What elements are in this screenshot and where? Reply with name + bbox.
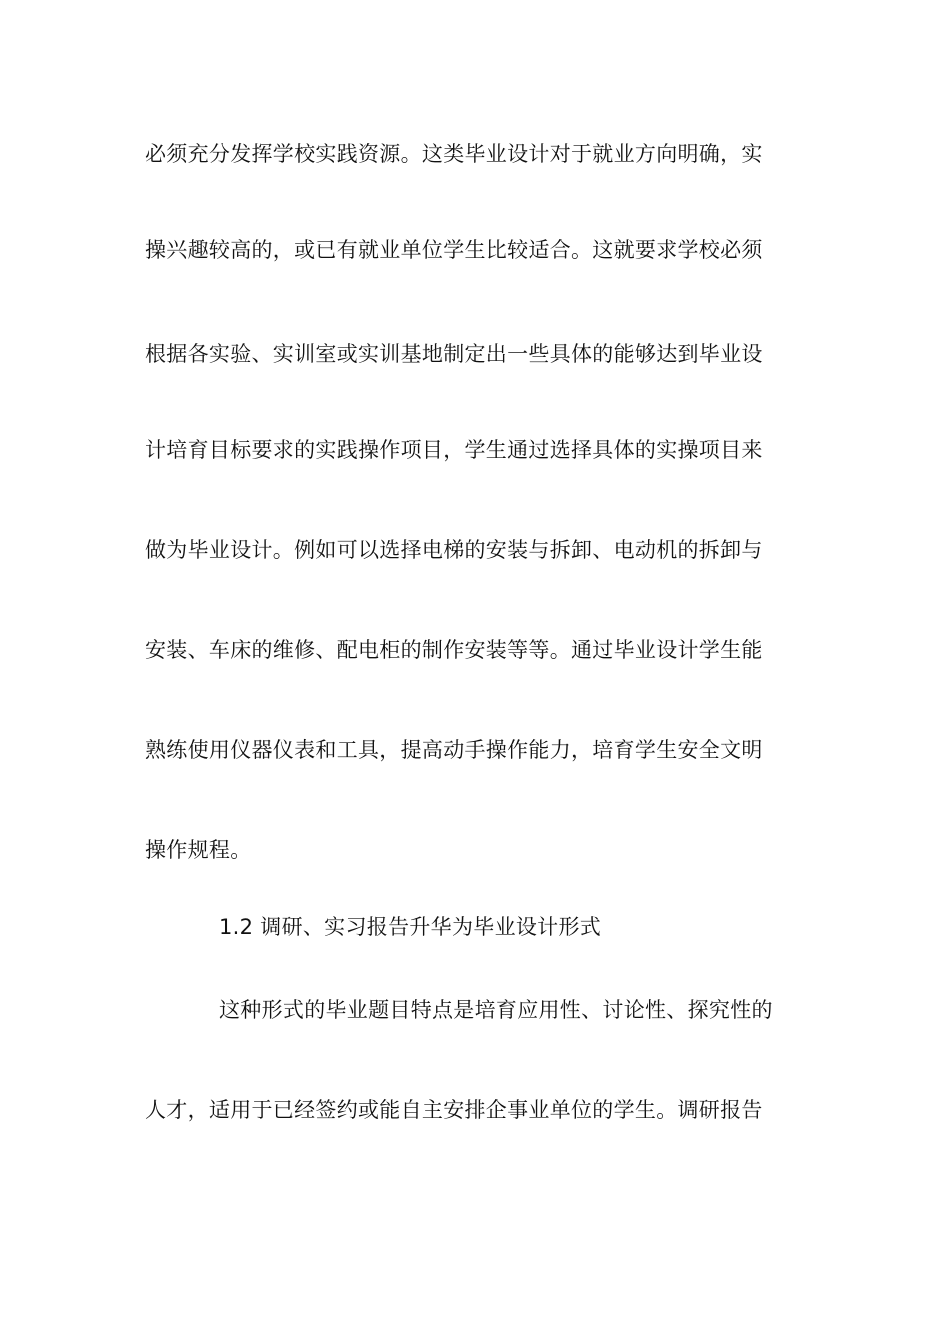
paragraph-line: 熟练使用仪器仪表和工具，提高动手操作能力，培育学生安全文明 <box>145 738 763 762</box>
paragraph-line: 安装、车床的维修、配电柜的制作安装等等。通过毕业设计学生能 <box>145 638 763 662</box>
paragraph-line: 计培育目标要求的实践操作项目，学生通过选择具体的实操项目来 <box>145 438 763 462</box>
paragraph-line: 操兴趣较高的，或已有就业单位学生比较适合。这就要求学校必须 <box>145 238 763 262</box>
section-heading: 1.2 调研、实习报告升华为毕业设计形式 <box>219 915 602 939</box>
paragraph-line: 操作规程。 <box>145 838 252 862</box>
paragraph-line: 人才，适用于已经签约或能自主安排企事业单位的学生。调研报告 <box>145 1098 763 1122</box>
paragraph-line: 必须充分发挥学校实践资源。这类毕业设计对于就业方向明确，实 <box>145 142 763 166</box>
paragraph-line: 做为毕业设计。例如可以选择电梯的安装与拆卸、电动机的拆卸与 <box>145 538 763 562</box>
paragraph-line: 根据各实验、实训室或实训基地制定出一些具体的能够达到毕业设 <box>145 342 763 366</box>
paragraph-line: 这种形式的毕业题目特点是培育应用性、讨论性、探究性的 <box>219 998 773 1022</box>
